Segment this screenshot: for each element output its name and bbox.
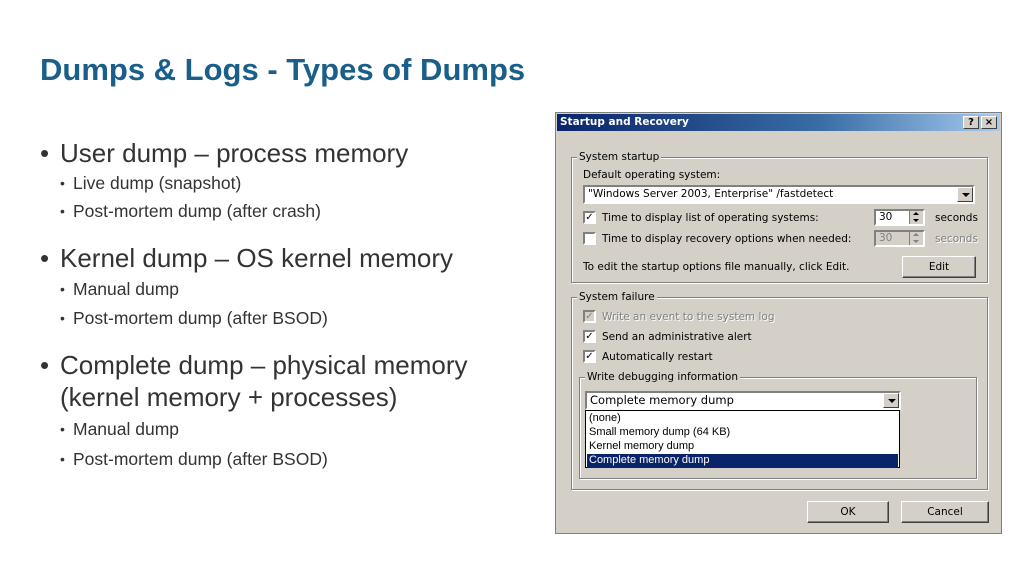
bullet-text: (kernel memory + processes) (60, 382, 398, 412)
sub-bullet-dot: • (60, 451, 65, 467)
chevron-down-icon[interactable] (883, 393, 899, 408)
bullet-dot: • (40, 243, 50, 273)
dialog-titlebar[interactable] (557, 114, 1000, 131)
dropdown-option[interactable]: Kernel memory dump (589, 440, 695, 452)
dropdown-option[interactable]: (none) (589, 412, 621, 424)
time-display-label: Time to display list of operating systems: (602, 212, 819, 224)
default-os-select[interactable] (583, 185, 975, 204)
slide-title: Dumps & Logs - Types of Dumps (40, 52, 526, 87)
bullet-dot: • (40, 350, 50, 380)
sub-bullet-dot: • (60, 175, 65, 191)
sub-bullet-text: Live dump (snapshot) (73, 173, 242, 193)
bullet-text: User dump – process memory (60, 138, 409, 168)
seconds-label-disabled: seconds (935, 233, 978, 245)
debugging-selected-value: Complete memory dump (590, 393, 734, 407)
spinner-arrows-icon[interactable] (909, 211, 923, 224)
debugging-dropdown-list[interactable] (585, 410, 900, 468)
time-recovery-spinner[interactable] (874, 230, 925, 247)
time-recovery-value: 30 (879, 232, 893, 244)
system-startup-legend: System startup (579, 151, 660, 163)
seconds-label: seconds (935, 212, 978, 224)
cancel-button[interactable]: Cancel (901, 501, 989, 523)
bullet-dot: • (40, 138, 50, 168)
send-alert-checkbox[interactable] (583, 330, 596, 343)
close-button[interactable]: × (981, 116, 997, 129)
sub-bullet-dot: • (60, 310, 65, 326)
auto-restart-checkbox[interactable] (583, 350, 596, 363)
dropdown-option-selected[interactable]: Complete memory dump (587, 454, 898, 468)
edit-note: To edit the startup options file manually, click Edit. (583, 261, 850, 273)
debugging-select[interactable] (585, 391, 901, 410)
time-display-checkbox[interactable] (583, 211, 596, 224)
bullet-text: Kernel dump – OS kernel memory (60, 243, 454, 273)
sub-bullet-dot: • (60, 281, 65, 297)
default-os-label: Default operating system: (583, 169, 721, 181)
time-display-value: 30 (879, 211, 893, 223)
write-event-checkbox[interactable] (583, 310, 596, 323)
sub-bullet-text: Post-mortem dump (after crash) (73, 201, 321, 221)
bullet-text: Complete dump – physical memory (60, 350, 468, 380)
spinner-arrows-icon[interactable] (909, 232, 923, 245)
help-button[interactable]: ? (963, 116, 979, 129)
auto-restart-label: Automatically restart (602, 351, 713, 363)
sub-bullet-text: Manual dump (73, 419, 180, 439)
write-event-label: Write an event to the system log (602, 311, 775, 323)
sub-bullet-text: Post-mortem dump (after BSOD) (73, 308, 328, 328)
time-recovery-checkbox[interactable] (583, 232, 596, 245)
check-icon: ✓ (585, 212, 594, 223)
default-os-value: "Windows Server 2003, Enterprise" /fastdetect (588, 188, 834, 200)
sub-bullet-dot: • (60, 421, 65, 437)
sub-bullet-text: Post-mortem dump (after BSOD) (73, 449, 328, 469)
ok-button[interactable]: OK (807, 501, 889, 523)
system-failure-legend: System failure (579, 291, 655, 303)
sub-bullet-dot: • (60, 203, 65, 219)
debugging-legend: Write debugging information (587, 371, 739, 383)
time-display-spinner[interactable] (874, 209, 925, 226)
edit-button[interactable]: Edit (902, 256, 976, 278)
time-recovery-label: Time to display recovery options when needed: (602, 233, 852, 245)
check-icon: ✓ (585, 351, 594, 362)
check-icon: ✓ (585, 311, 594, 322)
send-alert-label: Send an administrative alert (602, 331, 752, 343)
check-icon: ✓ (585, 331, 594, 342)
startup-recovery-dialog (555, 112, 1002, 534)
dropdown-option[interactable]: Small memory dump (64 KB) (589, 426, 731, 438)
chevron-down-icon[interactable] (957, 187, 973, 202)
dialog-title: Startup and Recovery (560, 116, 689, 128)
sub-bullet-text: Manual dump (73, 279, 180, 299)
